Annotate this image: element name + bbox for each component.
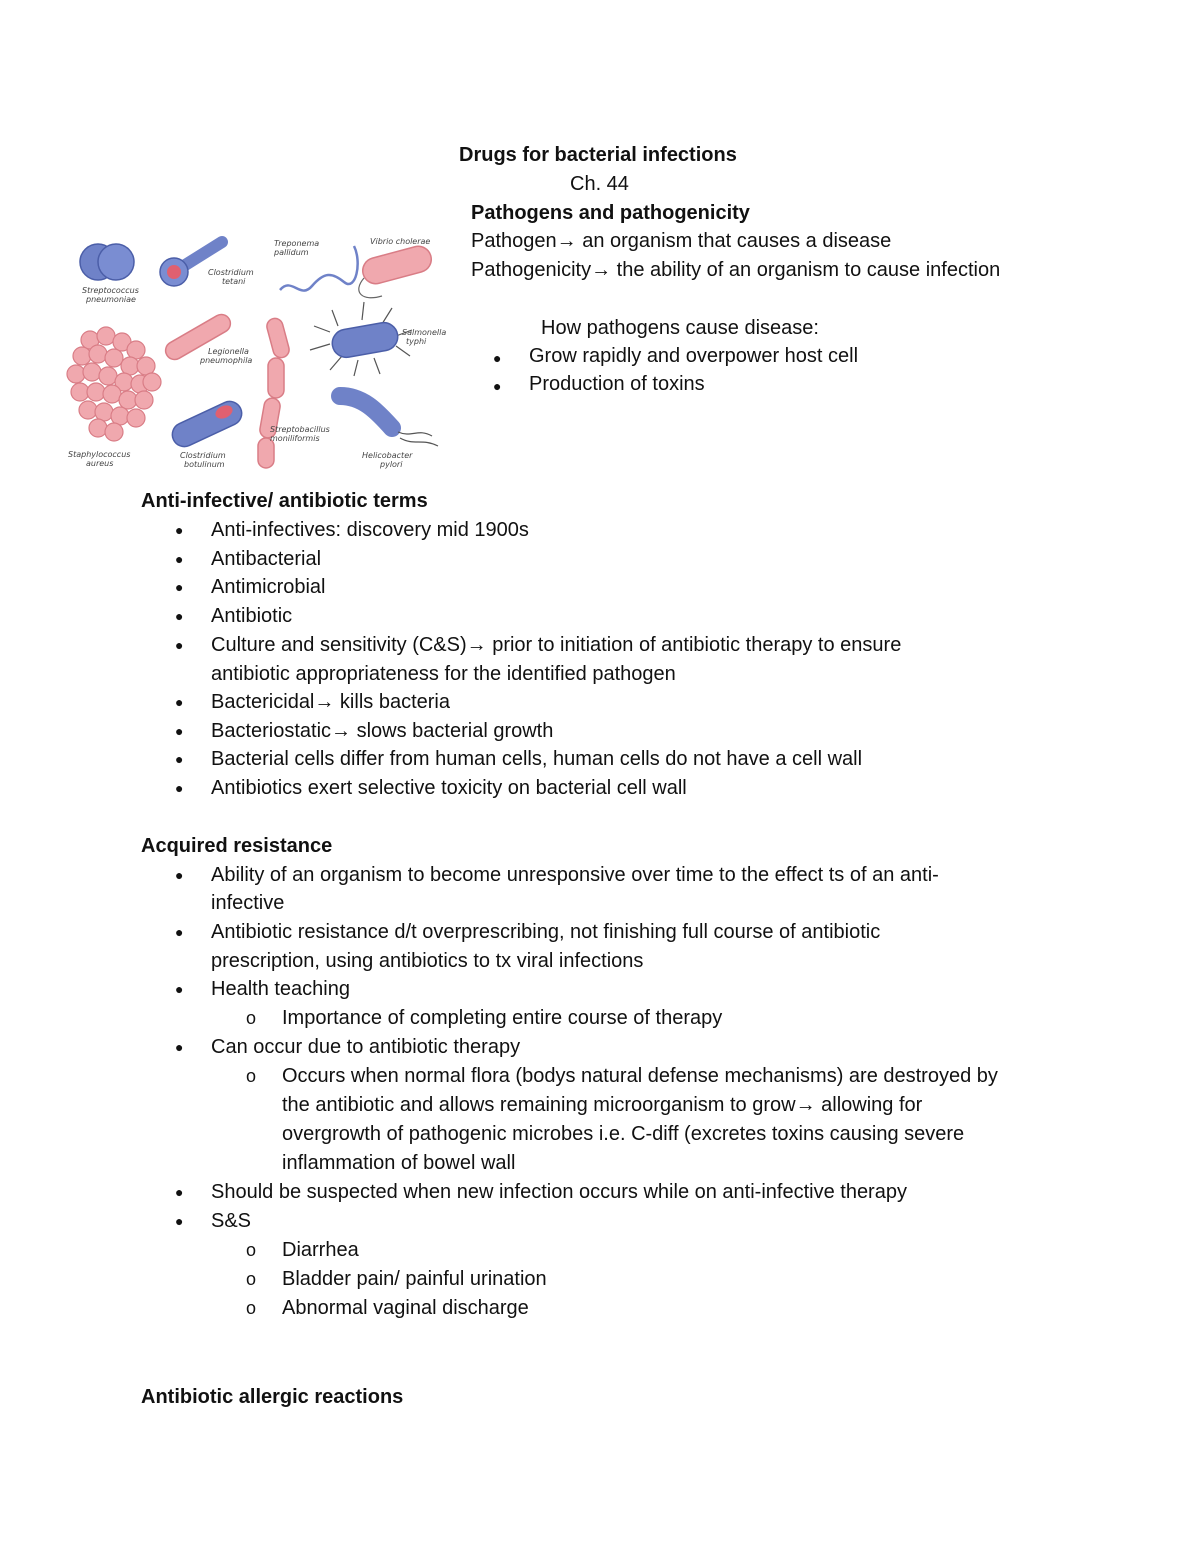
list-item: Antibiotic [211, 605, 293, 627]
list-item: Health teaching [211, 978, 350, 1000]
chapter-label: Ch. 44 [570, 173, 629, 195]
figure-label: tetani [222, 277, 246, 286]
list-item: Antibacterial [211, 548, 322, 570]
figure-label: typhi [406, 337, 427, 346]
list-item: Bacterial cells differ from human cells, human cells do not have a cell wall [211, 748, 863, 770]
list-item-continuation: prescription, using antibiotics to tx viral infections [211, 950, 644, 972]
figure-label: Vibrio cholerae [370, 237, 431, 246]
figure-label: pylori [380, 460, 403, 469]
subtitle: Pathogens and pathogenicity [471, 202, 750, 224]
figure-label: Streptobacillus [270, 425, 330, 434]
list-item: S&S [211, 1210, 252, 1232]
bullet-icon: ● [493, 350, 502, 366]
figure-label: pneumophila [200, 356, 253, 365]
bullet-icon: ● [493, 378, 502, 394]
staphylococcus-icon [67, 327, 161, 441]
page-title: Drugs for bacterial infections [459, 144, 737, 166]
bullet-icon: ● [175, 637, 184, 653]
how-item: Grow rapidly and overpower host cell [529, 345, 859, 367]
figure-label: pneumoniae [86, 295, 136, 304]
figure-label: Helicobacter [362, 451, 413, 460]
figure-label: Staphylococcus [68, 450, 131, 459]
sub-list-item-continuation: the antibiotic and allows remaining microorganism to grow→ allowing for [282, 1094, 923, 1116]
clostridium-botulinum-icon [168, 397, 245, 450]
salmonella-icon [310, 302, 412, 376]
helicobacter-icon [340, 396, 438, 446]
bullet-icon: ● [175, 608, 184, 624]
list-item: Antibiotic resistance d/t overprescribing, not finishing full course of antibiotic [211, 921, 881, 943]
section-heading: Anti-infective/ antibiotic terms [141, 490, 428, 512]
clostridium-tetani-icon [160, 242, 222, 286]
figure-label: aureus [86, 459, 114, 468]
figure-label: Clostridium [208, 268, 254, 277]
figure-label: pallidum [274, 248, 309, 257]
streptobacillus-icon [258, 317, 291, 468]
list-item: Bactericidal→ kills bacteria [211, 691, 450, 713]
bullet-icon: ● [175, 867, 184, 883]
bullet-icon: ● [175, 1039, 184, 1055]
figure-label: botulinum [184, 460, 225, 469]
streptococcus-icon [80, 244, 134, 280]
sub-bullet-icon: o [246, 1269, 257, 1289]
sub-list-item-continuation: overgrowth of pathogenic microbes i.e. C-diff (excretes toxins causing severe [282, 1123, 965, 1145]
bullet-icon: ● [175, 751, 184, 767]
bullet-icon: ● [175, 723, 184, 739]
how-heading: How pathogens cause disease: [541, 317, 819, 339]
list-item: Antimicrobial [211, 576, 326, 598]
list-item: Anti-infectives: discovery mid 1900s [211, 519, 529, 541]
figure-label: Streptococcus [82, 286, 139, 295]
sub-bullet-icon: o [246, 1298, 257, 1318]
figure-label: Salmonella [402, 328, 447, 337]
vibrio-icon [359, 243, 434, 297]
section-heading: Antibiotic allergic reactions [141, 1386, 404, 1408]
sub-list-item: Occurs when normal flora (bodys natural defense mechanisms) are destroyed by [282, 1065, 998, 1087]
sub-list-item-continuation: inflammation of bowel wall [282, 1152, 516, 1174]
bullet-icon: ● [175, 551, 184, 567]
list-item-continuation: antibiotic appropriateness for the identified pathogen [211, 663, 676, 685]
list-item: Antibiotics exert selective toxicity on bacterial cell wall [211, 777, 687, 799]
figure-label: Treponema [274, 239, 320, 248]
sub-bullet-icon: o [246, 1008, 257, 1028]
definition-pathogen: Pathogen→ an organism that causes a disease [471, 230, 892, 252]
list-item-continuation: infective [211, 892, 285, 914]
list-item: Should be suspected when new infection occurs while on anti-infective therapy [211, 1181, 907, 1203]
bullet-icon: ● [175, 780, 184, 796]
list-item: Ability of an organism to become unresponsive over time to the effect ts of an anti- [211, 864, 939, 886]
bullet-icon: ● [175, 522, 184, 538]
sub-list-item: Diarrhea [282, 1239, 359, 1261]
sub-list-item: Importance of completing entire course of therapy [282, 1007, 723, 1029]
bullet-icon: ● [175, 579, 184, 595]
section-heading: Acquired resistance [141, 835, 333, 857]
bullet-icon: ● [175, 1213, 184, 1229]
sub-bullet-icon: o [246, 1240, 257, 1260]
sub-bullet-icon: o [246, 1066, 257, 1086]
bullet-icon: ● [175, 1184, 184, 1200]
figure-label: Legionella [208, 347, 249, 356]
bullet-icon: ● [175, 981, 184, 997]
figure-label: moniliformis [270, 434, 320, 443]
sub-list-item: Bladder pain/ painful urination [282, 1268, 547, 1290]
bullet-icon: ● [175, 924, 184, 940]
list-item: Can occur due to antibiotic therapy [211, 1036, 521, 1058]
bullet-icon: ● [175, 694, 184, 710]
how-item: Production of toxins [529, 373, 705, 395]
bacteria-illustration [62, 232, 454, 472]
list-item: Culture and sensitivity (C&S)→ prior to initiation of antibiotic therapy to ensure [211, 634, 902, 656]
sub-list-item: Abnormal vaginal discharge [282, 1297, 529, 1319]
definition-pathogenicity: Pathogenicity→ the ability of an organism to cause infection [471, 259, 1001, 281]
list-item: Bacteriostatic→ slows bacterial growth [211, 720, 554, 742]
figure-label: Clostridium [180, 451, 226, 460]
